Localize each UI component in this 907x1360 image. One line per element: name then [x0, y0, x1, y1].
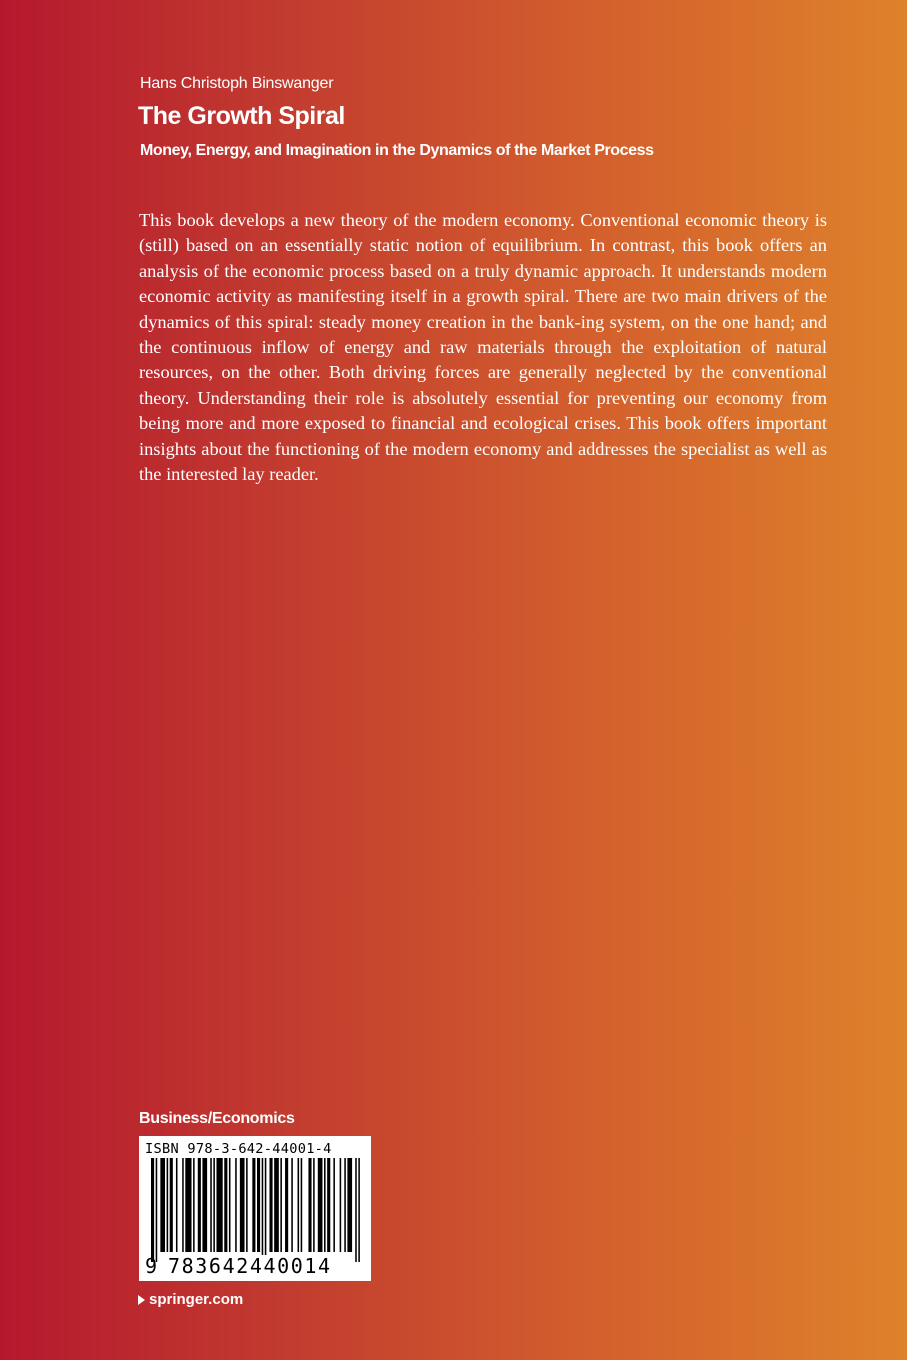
barcode-box: [139, 1136, 371, 1281]
barcode-icon: [151, 1158, 363, 1262]
ean-first-digit: 9: [145, 1254, 158, 1278]
arrow-right-icon: [138, 1295, 145, 1305]
book-subtitle: Money, Energy, and Imagination in the Dynamics of the Market Process: [140, 142, 654, 159]
isbn-text: ISBN 978-3-642-44001-4: [145, 1141, 332, 1157]
author-name: Hans Christoph Binswanger: [140, 75, 334, 92]
publisher-link[interactable]: [138, 1290, 243, 1310]
book-title: The Growth Spiral: [138, 102, 345, 130]
book-description: This book develops a new theory of the modern economy. Conventional economic theory is (still) based on an essentially static notion of equilibrium. In contrast, this book offers an analysis of the economic process based on a truly dynamic approach. It understands modern economic activity as manifesting itself in a growth spiral. There are two main drivers of the dynamics of this spiral: steady money creation in the bank-ing system, on the one hand; and the continuous inflow of energy and raw materials through the exploitation of natural resources, on the other. Both driving forces are generally neglected by the conventional theory. Understanding their role is absolutely essential for preventing our economy from being more and more exposed to financial and ecological crises. This book offers important insights about the functioning of the modern economy and addresses the specialist as well as the interested lay reader.: [139, 210, 827, 485]
publisher-url: springer.com: [149, 1291, 244, 1308]
ean-main-digits: 783642440014: [168, 1254, 332, 1278]
category-label: Business/Economics: [139, 1110, 295, 1127]
